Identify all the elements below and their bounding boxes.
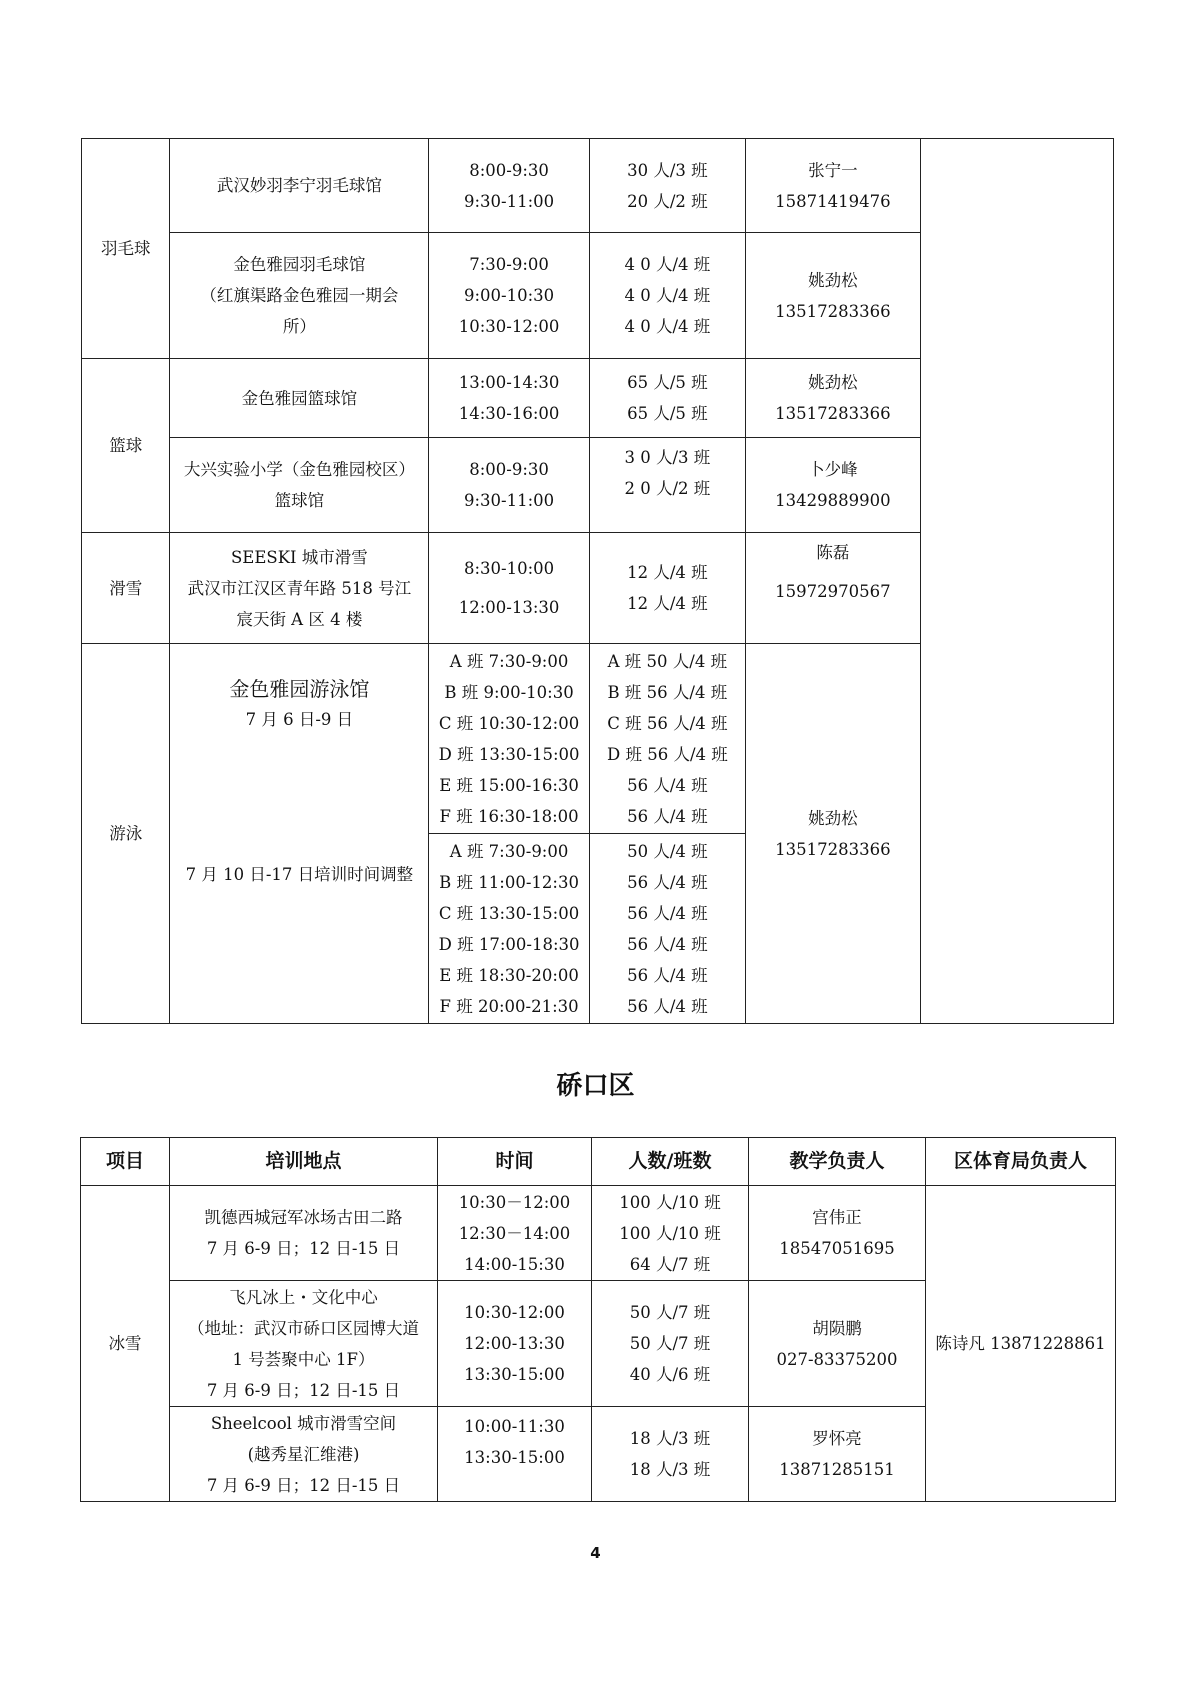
count-cell: 18 人/3 班 18 人/3 班 [592,1407,749,1502]
count-cell: A 班 50 人/4 班 B 班 56 人/4 班 C 班 56 人/4 班 D 班 56 人/4 班 56 人/4 班 56 人/4 班 [589,644,745,834]
count-cell: 50 人/4 班 56 人/4 班 56 人/4 班 56 人/4 班 56 人/4 班 56 人/4 班 [589,834,745,1024]
contact-cell: 宫伟正 18547051695 [749,1186,926,1281]
sport-cell: 冰雪 [81,1186,170,1502]
table-row [81,1186,1116,1281]
venue-cell: 武汉妙羽李宁羽毛球馆 [170,139,429,233]
time-cell: 8:30-10:00 12:00-13:30 [429,533,589,644]
venue-cell: 凯德西城冠军冰场古田二路 7 月 6-9 日；12 日-15 日 [170,1186,438,1281]
time-cell: 10:30－12:00 12:30－14:00 14:00-15:30 [438,1186,592,1281]
venue-cell [170,644,429,1024]
count-cell: 50 人/7 班 50 人/7 班 40 人/6 班 [592,1281,749,1407]
time-cell: 10:00-11:30 13:30-15:00 [438,1407,592,1502]
district-contact-cell-empty [920,139,1113,1024]
swim-adjust-note: 7 月 10 日-17 日培训时间调整 [185,865,414,884]
qiaokou-schedule-table [80,1137,1116,1502]
count-cell: 30 人/3 班 20 人/2 班 [589,139,745,233]
header-count: 人数/班数 [592,1138,749,1186]
sports-schedule-table-continued [81,138,1114,1024]
time-cell: 10:30-12:00 12:00-13:30 13:30-15:00 [438,1281,592,1407]
venue-cell: Sheelcool 城市滑雪空间 (越秀星汇维港) 7 月 6-9 日；12 日-15 日 [170,1407,438,1502]
district-contact-cell: 陈诗凡 13871228861 [926,1186,1116,1502]
sport-cell: 篮球 [82,359,170,533]
header-teaching-contact: 教学负责人 [749,1138,926,1186]
contact-cell: 罗怀亮 13871285151 [749,1407,926,1502]
header-time: 时间 [438,1138,592,1186]
count-cell: 3 0 人/3 班 2 0 人/2 班 [589,438,745,533]
count-cell: 12 人/4 班 12 人/4 班 [589,533,745,644]
contact-cell: 胡陨鹏 027-83375200 [749,1281,926,1407]
time-cell: A 班 7:30-9:00 B 班 9:00-10:30 C 班 10:30-12:00 D 班 13:30-15:00 E 班 15:00-16:30 F 班 16:30-18:00 [429,644,589,834]
swim-venue-title: 金色雅园游泳馆 [229,677,370,701]
header-venue: 培训地点 [170,1138,438,1186]
contact-cell: 姚劲松 13517283366 [745,644,920,1024]
time-cell: 13:00-14:30 14:30-16:00 [429,359,589,438]
count-cell: 100 人/10 班 100 人/10 班 64 人/7 班 [592,1186,749,1281]
time-cell: 7:30-9:00 9:00-10:30 10:30-12:00 [429,233,589,359]
swim-venue-dates: 7 月 6 日-9 日 [245,710,354,729]
venue-cell: 金色雅园篮球馆 [170,359,429,438]
count-cell: 4 0 人/4 班 4 0 人/4 班 4 0 人/4 班 [589,233,745,359]
page-number: 4 [590,1544,601,1562]
table-header-row [81,1138,1116,1186]
contact-cell: 姚劲松 13517283366 [745,359,920,438]
sport-cell: 游泳 [82,644,170,1024]
contact-cell: 姚劲松 13517283366 [745,233,920,359]
contact-cell: 陈磊 15972970567 [745,533,920,644]
contact-cell: 卜少峰 13429889900 [745,438,920,533]
venue-cell: 飞凡冰上・文化中心 （地址：武汉市硚口区园博大道 1 号荟聚中心 1F） 7 月 6-9 日；12 日-15 日 [170,1281,438,1407]
venue-cell: 大兴实验小学（金色雅园校区） 篮球馆 [170,438,429,533]
count-cell: 65 人/5 班 65 人/5 班 [589,359,745,438]
time-cell: 8:00-9:30 9:30-11:00 [429,139,589,233]
venue-cell: SEESKI 城市滑雪 武汉市江汉区青年路 518 号江 宸天街 A 区 4 楼 [170,533,429,644]
contact-cell: 张宁一 15871419476 [745,139,920,233]
time-cell: A 班 7:30-9:00 B 班 11:00-12:30 C 班 13:30-15:00 D 班 17:00-18:30 E 班 18:30-20:00 F 班 20:00-21:30 [429,834,589,1024]
header-sport: 项目 [81,1138,170,1186]
time-cell: 8:00-9:30 9:30-11:00 [429,438,589,533]
header-district-contact: 区体育局负责人 [926,1138,1116,1186]
venue-cell: 金色雅园羽毛球馆 （红旗渠路金色雅园一期会 所） [170,233,429,359]
section-title: 硚口区 [556,1071,635,1101]
sport-cell: 羽毛球 [82,139,170,359]
table-row [82,139,1114,233]
sport-cell: 滑雪 [82,533,170,644]
